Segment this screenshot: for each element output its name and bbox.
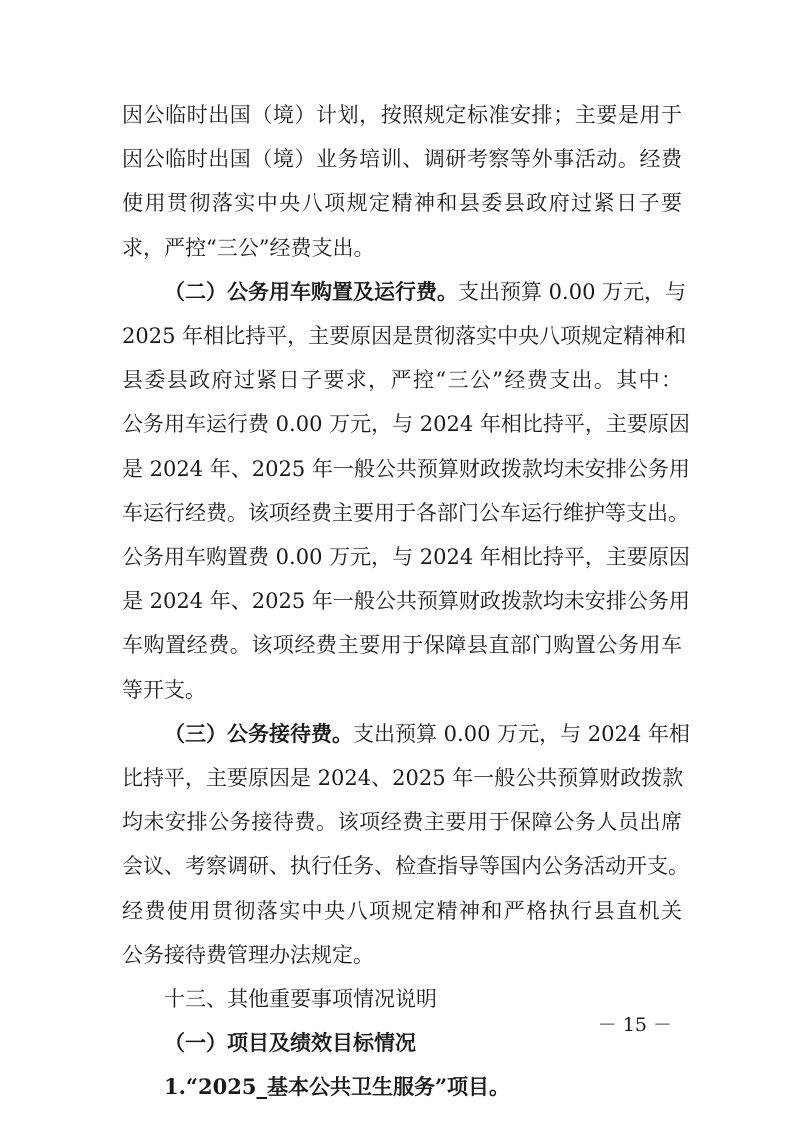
paragraph-text: 支出预算 0.00 万元，与 xyxy=(458,280,687,304)
paragraph-line: 比持平，主要原因是 2024、2025 年一般公共预算财政拨款 xyxy=(122,766,684,790)
paragraph-line: 经费使用贯彻落实中央八项规定精神和严格执行县直机关 xyxy=(122,899,682,923)
paragraph-line: 是 2024 年、2025 年一般公共预算财政拨款均未安排公务用 xyxy=(122,589,690,613)
paragraph-line: 因公临时出国（境）业务培训、调研考察等外事活动。经费 xyxy=(122,147,682,171)
section-heading: 公务用车购置及运行费。 xyxy=(227,280,458,304)
paragraph-line: 公务用车运行费 0.00 万元，与 2024 年相比持平，主要原因 xyxy=(122,412,690,436)
paragraph-line: 车购置经费。该项经费主要用于保障县直部门购置公务用车 xyxy=(122,633,682,657)
paragraph-text: 支出预算 0.00 万元，与 2024 年相 xyxy=(353,722,690,746)
paragraph-line: 2025 年相比持平，主要原因是贯彻落实中央八项规定精神和 xyxy=(122,324,687,348)
paragraph-line: 车运行经费。该项经费主要用于各部门公车运行维护等支出。 xyxy=(122,501,689,525)
section-heading-line xyxy=(164,719,690,749)
paragraph-line: 公务用车购置费 0.00 万元，与 2024 年相比持平，主要原因 xyxy=(122,545,690,569)
paragraph-line: 县委县政府过紧日子要求，严控“三公”经费支出。其中： xyxy=(122,368,682,392)
chapter-heading: 十三、其他重要事项情况说明 xyxy=(164,987,437,1011)
paragraph-line: 公务接待费管理办法规定。 xyxy=(122,943,374,967)
paragraph-line: 等开支。 xyxy=(122,678,206,702)
project-heading: 1.“2025_基本公共卫生服务”项目。 xyxy=(164,1074,511,1099)
subsection-heading: （一）项目及绩效目标情况 xyxy=(164,1031,416,1055)
paragraph-line: 求，严控“三公”经费支出。 xyxy=(122,236,375,260)
item-number: （二） xyxy=(164,280,227,304)
paragraph-line: 会议、考察调研、执行任务、检查指导等国内公务活动开支。 xyxy=(122,854,689,878)
section-heading: 公务接待费。 xyxy=(227,722,353,746)
page-number: － 15 － xyxy=(597,1014,672,1036)
section-heading-line xyxy=(164,277,687,307)
paragraph-line: 使用贯彻落实中央八项规定精神和县委县政府过紧日子要 xyxy=(122,191,682,215)
paragraph-line: 因公临时出国（境）计划，按照规定标准安排；主要是用于 xyxy=(122,103,682,127)
paragraph-line: 均未安排公务接待费。该项经费主要用于保障公务人员出席 xyxy=(122,810,682,834)
item-number: （三） xyxy=(164,722,227,746)
paragraph-line: 是 2024 年、2025 年一般公共预算财政拨款均未安排公务用 xyxy=(122,457,690,481)
